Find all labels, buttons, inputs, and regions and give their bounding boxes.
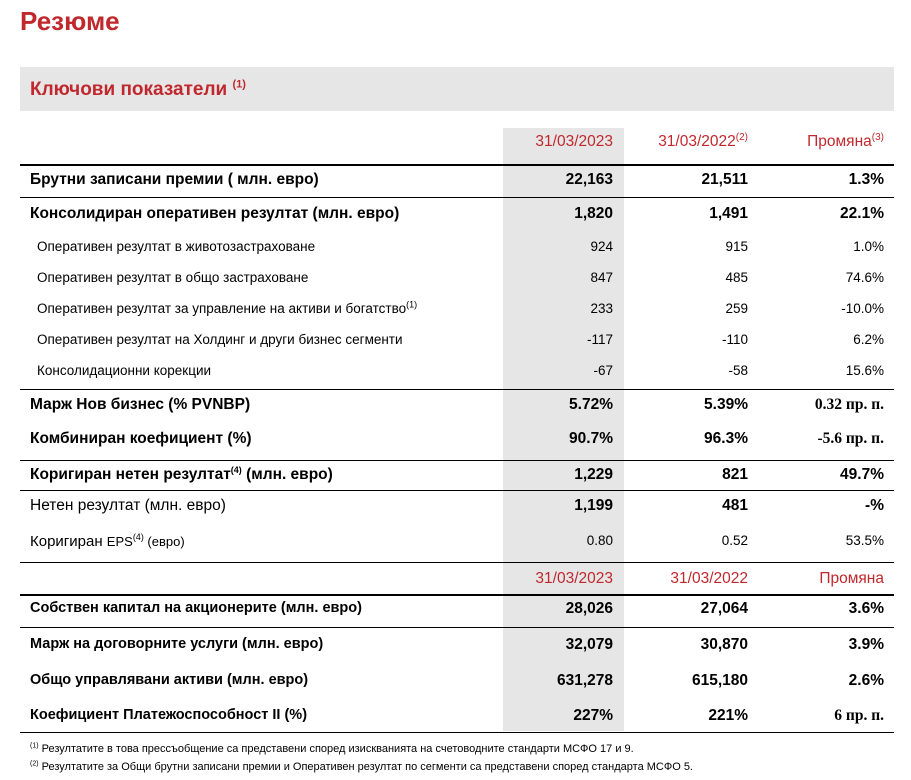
header-col-2023: 31/03/2023	[535, 133, 613, 150]
section-title: Ключови показатели $^{(1)}$	[30, 78, 246, 100]
divider	[20, 490, 894, 491]
divider	[20, 197, 894, 198]
divider	[20, 562, 894, 563]
divider	[20, 732, 894, 733]
page-title: Резюме	[20, 6, 120, 36]
header-col-change: Промяна$^{(3)}$	[807, 131, 884, 150]
header-col-2022: 31/03/2022$^{(2)}$	[658, 131, 748, 150]
footnote-2: $^{(2)}$ Резултатите за Общи брутни записани премии и Оперативен резултат по сегменти са представени според стандарта МСФО 5.	[30, 760, 693, 773]
divider	[20, 460, 894, 461]
divider	[20, 594, 894, 596]
footnote-1: $^{(1)}$ Резултатите в това прессъобщение са представени според изискванията на счетоводните стандарти МСФО 17 и 9.	[30, 742, 634, 755]
divider	[20, 164, 894, 166]
divider	[20, 627, 894, 628]
divider	[20, 389, 894, 390]
